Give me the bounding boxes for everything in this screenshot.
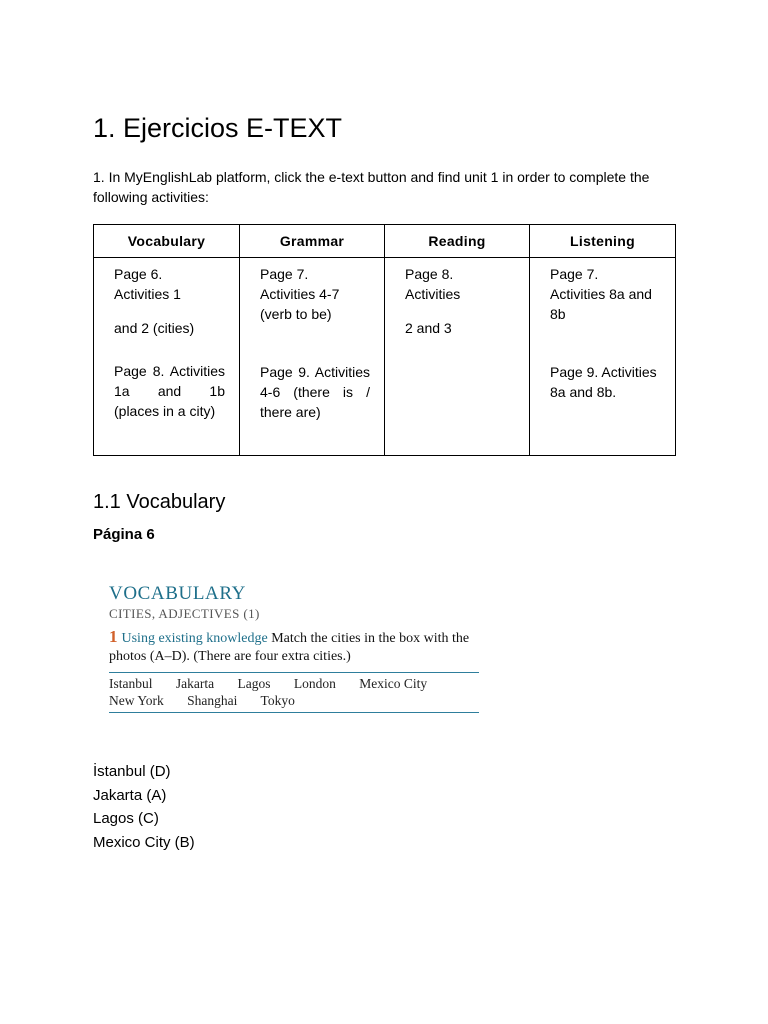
city-word: Jakarta — [175, 676, 215, 691]
header-listening: Listening — [530, 225, 676, 258]
header-grammar: Grammar — [240, 225, 385, 258]
cell-line: and 2 (cities) — [114, 320, 195, 336]
answer-list — [93, 760, 195, 854]
book-title: VOCABULARY — [109, 583, 246, 604]
answer-item: İstanbul (D) — [93, 763, 171, 780]
city-row — [109, 692, 479, 709]
cell-paragraph: Page 8. Activities 1a and 1b (places in a city) — [114, 363, 225, 419]
city-word: New York — [109, 693, 164, 708]
city-word: Mexico City — [359, 676, 428, 691]
cell-line: Activities — [405, 286, 461, 302]
cell-line: Page 7. — [260, 266, 309, 282]
page-title: 1. Ejercicios E-TEXT — [93, 113, 343, 143]
cell-listening — [530, 258, 676, 456]
header-reading: Reading — [385, 225, 530, 258]
table-row — [94, 258, 676, 456]
intro-text: 1. In MyEnglishLab platform, click the e-text button and find unit 1 in order to complete the following activities: — [93, 169, 650, 205]
page-label: Página 6 — [93, 526, 155, 543]
cell-paragraph: Page 9. Activities 8a and 8b. — [550, 364, 657, 400]
cell-grammar — [240, 258, 385, 456]
city-word: Istanbul — [109, 676, 153, 691]
answer-item: Mexico City (B) — [93, 833, 195, 851]
table-header-row — [94, 225, 676, 258]
cell-paragraph: Activities 4-7 (verb to be) — [260, 286, 340, 322]
book-excerpt-image — [109, 583, 479, 713]
header-vocabulary: Vocabulary — [94, 225, 240, 258]
cell-line: Page 8. — [405, 266, 454, 282]
book-subtitle: CITIES, ADJECTIVES (1) — [109, 606, 260, 621]
cell-line: Page 6. — [114, 266, 163, 282]
cell-paragraph: Page 9. Activities 4-6 (there is / there are) — [260, 364, 370, 420]
cell-line: Page 7. — [550, 266, 599, 282]
city-word: Tokyo — [260, 693, 295, 708]
answer-item: Jakarta (A) — [93, 786, 167, 804]
city-word: Shanghai — [187, 693, 238, 708]
cell-line: Activities 1 — [114, 286, 181, 302]
city-box — [109, 672, 479, 713]
cell-line: 2 and 3 — [405, 320, 452, 336]
city-word: London — [293, 676, 336, 691]
exercise-number: 1 — [109, 627, 118, 646]
book-exercise — [109, 628, 479, 666]
exercise-lead: Using existing knowledge — [121, 631, 268, 646]
cell-reading — [385, 258, 530, 456]
activities-table — [93, 224, 676, 456]
answer-item: Lagos (C) — [93, 810, 159, 827]
exercise-text: Match the cities in the box with the photos (A–D). (There are four extra cities.) — [109, 631, 470, 664]
section-heading: 1.1 Vocabulary — [93, 491, 226, 513]
city-row — [109, 675, 479, 692]
cell-vocabulary — [94, 258, 240, 456]
city-word: Lagos — [237, 676, 271, 691]
cell-paragraph: Activities 8a and 8b — [550, 286, 652, 322]
